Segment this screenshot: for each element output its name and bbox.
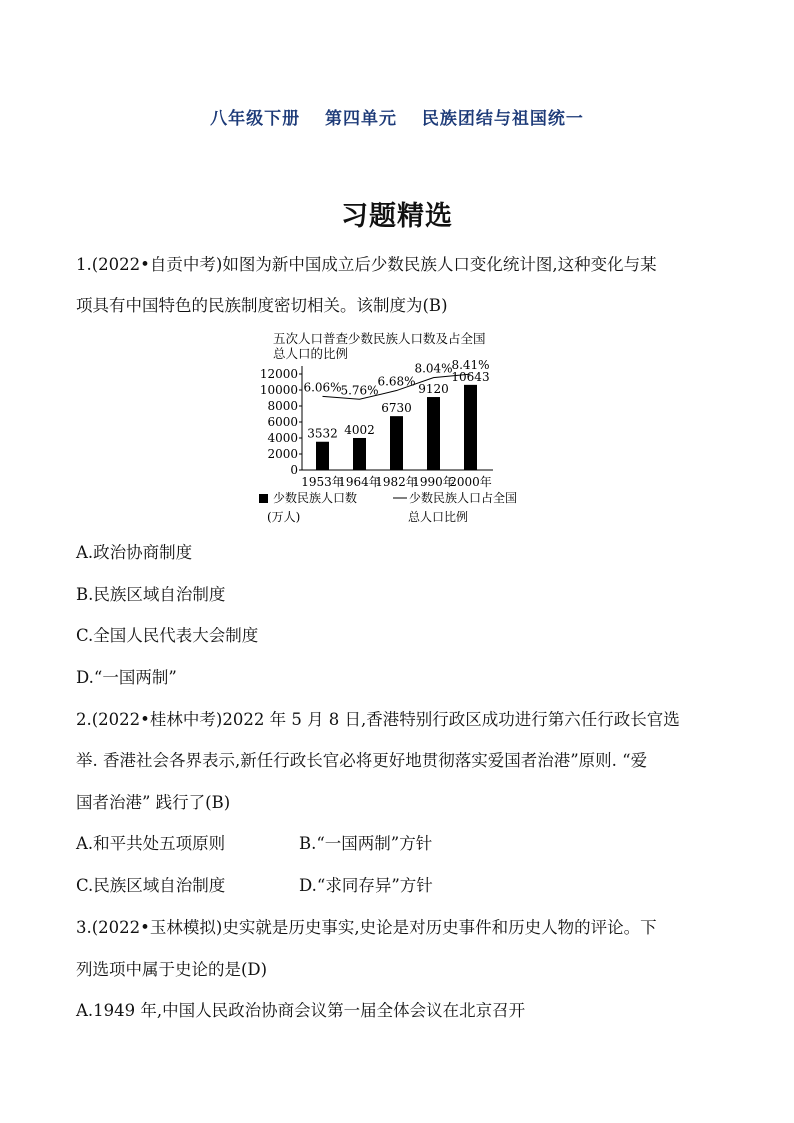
x-tick-label: 1990年 <box>412 475 455 489</box>
header-unit: 第四单元 <box>325 109 397 129</box>
q2-line-3: 国者治港” 践行了(B) <box>76 793 231 812</box>
page-header <box>0 104 794 129</box>
legend-line-label-1: 少数民族人口占全国 <box>409 491 518 505</box>
q1-option-d: D.“一国两制” <box>76 668 177 687</box>
q2-line-1: 2.(2022•桂林中考)2022 年 5 月 8 日,香港特别行政区成功进行第六任行政长官选 <box>76 710 680 729</box>
ratio-label: 8.04% <box>414 361 453 376</box>
chart-title-line-1: 五次人口普查少数民族人口数及占全国 <box>273 331 486 346</box>
bar-value-label: 4002 <box>344 422 375 437</box>
legend-bar-label-1: 少数民族人口数 <box>273 491 358 505</box>
q1-option-b: B.民族区域自治制度 <box>76 585 226 604</box>
ratio-label: 8.41% <box>451 358 490 373</box>
q2-option-d: D.“求同存异”方针 <box>299 876 433 895</box>
q1-line-2: 项具有中国特色的民族制度密切相关。该制度为(B) <box>76 296 448 315</box>
bar <box>316 442 329 470</box>
bar <box>427 397 440 470</box>
bar <box>353 438 366 470</box>
x-tick-label: 1982年 <box>375 475 418 489</box>
ratio-label: 6.68% <box>377 374 416 389</box>
q2-option-b: B.“一国两制”方针 <box>299 834 433 853</box>
q1-line-1: 1.(2022•自贡中考)如图为新中国成立后少数民族人口变化统计图,这种变化与某 <box>76 255 657 274</box>
legend-bar-swatch <box>259 494 268 503</box>
page-title: 习题精选 <box>341 201 453 232</box>
population-chart <box>256 329 546 529</box>
q2-line-2: 举. 香港社会各界表示,新任行政长官必将更好地贯彻落实爱国者治港”原则. “爱 <box>76 751 648 770</box>
header-grade: 八年级下册 <box>210 109 301 129</box>
x-tick-label: 1964年 <box>338 475 381 489</box>
q2-option-c: C.民族区域自治制度 <box>76 876 226 895</box>
x-tick-label: 1953年 <box>301 475 344 489</box>
bar <box>390 416 403 470</box>
bar-value-label: 6730 <box>381 401 412 416</box>
q2-option-a: A.和平共处五项原则 <box>76 834 226 853</box>
chart-legend <box>259 490 517 524</box>
bar <box>464 385 477 470</box>
bar-value-label: 9120 <box>418 382 449 397</box>
q3-option-a: A.1949 年,中国人民政治协商会议第一届全体会议在北京召开 <box>76 1001 526 1020</box>
q1-option-c: C.全国人民代表大会制度 <box>76 626 259 645</box>
ratio-label: 5.76% <box>340 383 379 398</box>
y-tick-label: 2000 <box>267 447 298 461</box>
y-tick-label: 10000 <box>259 383 298 397</box>
y-tick-label: 6000 <box>267 415 298 429</box>
x-tick-label: 2000年 <box>449 475 492 489</box>
header-topic: 民族团结与祖国统一 <box>421 109 584 129</box>
q3-line-2: 列选项中属于史论的是(D) <box>76 960 268 979</box>
y-tick-label: 8000 <box>267 399 298 413</box>
q1-option-a: A.政治协商制度 <box>76 543 193 562</box>
bar-value-label: 3532 <box>307 426 338 441</box>
legend-line-label-2: 总人口比例 <box>408 510 469 524</box>
ratio-label: 6.06% <box>303 380 342 395</box>
y-tick-label: 4000 <box>267 431 298 445</box>
bar-value-label: 10643 <box>451 369 490 384</box>
y-tick-label: 0 <box>290 463 298 477</box>
y-tick-label: 12000 <box>259 367 298 381</box>
legend-bar-label-2: (万人) <box>267 510 301 524</box>
q3-line-1: 3.(2022•玉林模拟)史实就是历史事实,史论是对历史事件和历史人物的评论。下 <box>76 918 657 937</box>
chart-title-line-2: 总人口的比例 <box>273 346 349 361</box>
